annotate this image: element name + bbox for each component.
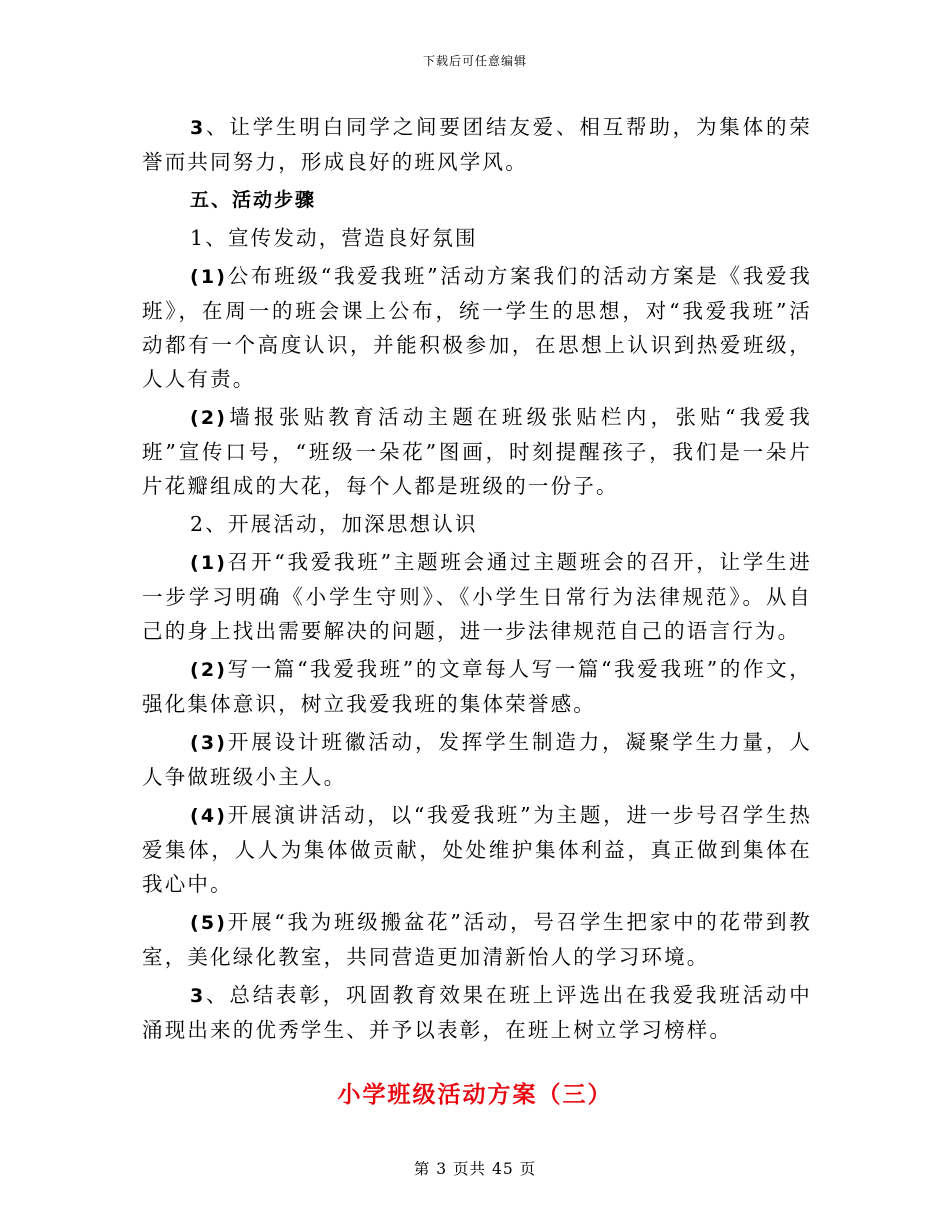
paragraph-number: (1) bbox=[190, 552, 228, 574]
document-body bbox=[142, 110, 812, 1051]
paragraph-text: 公布班级“我爱我班”活动方案我们的活动方案是《我爱我班》，在周一的班会课上公布，统一学生的思想，对“我爱我班”活动都有一个高度认识，并能积极参加，在思想上认识到热爱班级，人人有责。 bbox=[142, 264, 812, 391]
paragraph-text: 开展“我为班级搬盆花”活动，号召学生把家中的花带到教室，美化绿化教室，共同营造更加清新怡人的学习环境。 bbox=[142, 910, 812, 969]
paragraph-text: 开展设计班徽活动，发挥学生制造力，凝聚学生力量，人人争做班级小主人。 bbox=[142, 730, 812, 789]
paragraph-text: 、总结表彰，巩固教育效果在班上评选出在我爱我班活动中涌现出来的优秀学生、并予以表彰，在班上树立学习榜样。 bbox=[142, 983, 812, 1042]
paragraph-step3 bbox=[142, 978, 812, 1047]
paragraph-text: 、让学生明白同学之间要团结友爱、相互帮助，为集体的荣誉而共同努力，形成良好的班风学风。 bbox=[142, 115, 812, 174]
paragraph-text: 召开“我爱我班”主题班会通过主题班会的召开，让学生进一步学习明确《小学生守则》、《小学生日常行为法律规范》。从自己的身上找出需要解决的问题，进一步法律规范自己的语言行为。 bbox=[142, 550, 812, 643]
paragraph-text: 开展演讲活动，以“我爱我班”为主题，进一步号召学生热爱集体，人人为集体做贡献，处处维护集体利益，真正做到集体在我心中。 bbox=[142, 803, 812, 896]
paragraph-number: (4) bbox=[190, 805, 228, 827]
paragraph-number: (3) bbox=[190, 732, 228, 754]
page-header: 下载后可任意编辑 bbox=[422, 54, 527, 68]
paragraph-step2-item3 bbox=[142, 725, 812, 794]
section-heading-steps: 五、活动步骤 bbox=[190, 189, 317, 211]
paragraph-number: (2) bbox=[190, 407, 228, 429]
paragraph-text: 墙报张贴教育活动主题在班级张贴栏内，张贴“我爱我班”宣传口号，“班级一朵花”图画，时刻提醒孩子，我们是一朵片片花瓣组成的大花，每个人都是班级的一份子。 bbox=[142, 405, 812, 498]
paragraph-number: (1) bbox=[190, 266, 228, 288]
paragraph-number: (5) bbox=[190, 912, 228, 934]
paragraph-1 bbox=[142, 110, 812, 179]
paragraph-step2-item5 bbox=[142, 905, 812, 974]
paragraph-number: 3 bbox=[190, 985, 206, 1007]
paragraph-number: (2) bbox=[190, 659, 228, 681]
paragraph-text: 写一篇“我爱我班”的文章每人写一篇“我爱我班”的作文，强化集体意识，树立我爱我班的集体荣誉感。 bbox=[142, 657, 812, 716]
page-footer: 第 3 页共 45 页 bbox=[413, 1160, 537, 1178]
section-title: 小学班级活动方案（三） bbox=[337, 1082, 613, 1108]
step-heading-2: 2、开展活动，加深思想认识 bbox=[190, 512, 478, 536]
paragraph-step2-item4 bbox=[142, 798, 812, 901]
paragraph-step1-item2 bbox=[142, 400, 812, 503]
step-heading-1: 1、宣传发动，营造良好氛围 bbox=[190, 226, 478, 250]
paragraph-step2-item1 bbox=[142, 545, 812, 648]
paragraph-step2-item2 bbox=[142, 652, 812, 721]
paragraph-step1-item1 bbox=[142, 259, 812, 396]
paragraph-number: 3 bbox=[190, 117, 206, 139]
